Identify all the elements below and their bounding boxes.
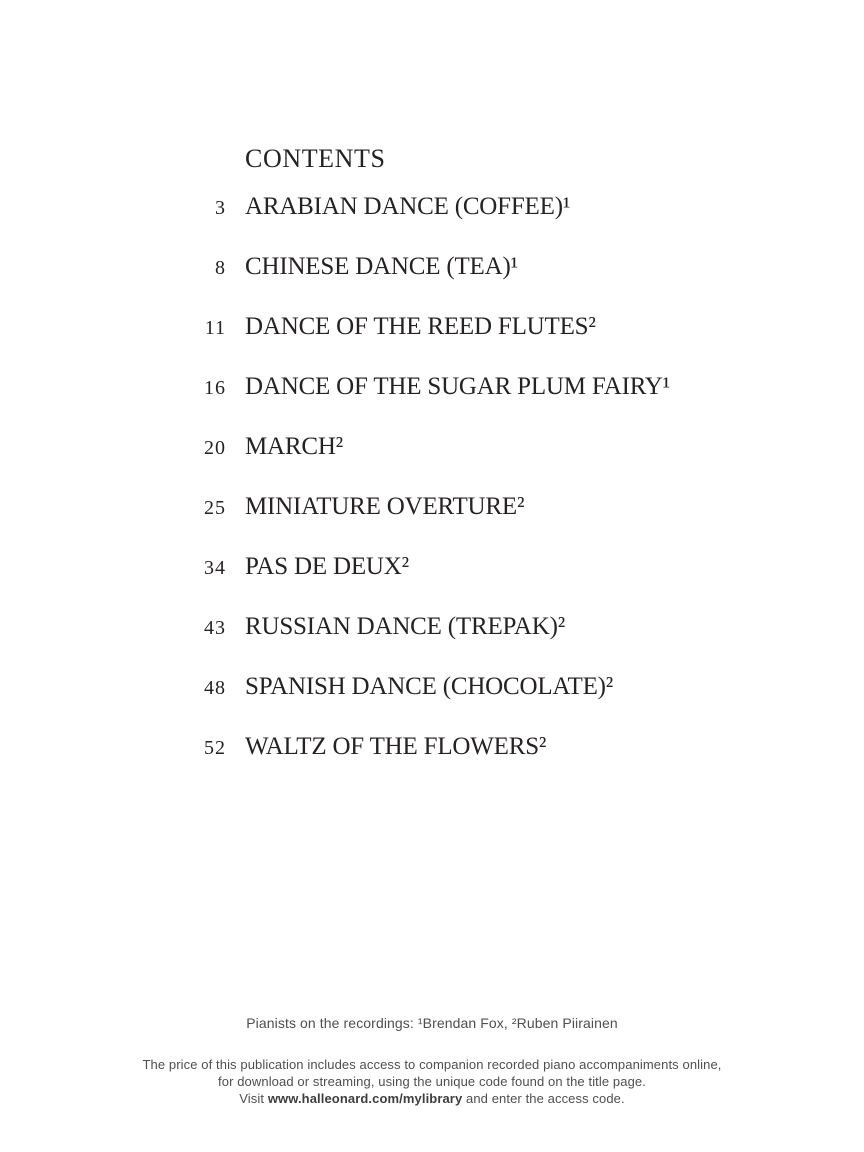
toc-entry-title: RUSSIAN DANCE (TREPAK)²: [245, 613, 566, 640]
toc-entry: [0, 493, 864, 553]
toc-entry-page-number: 43: [204, 617, 226, 639]
toc-entry-title: MARCH²: [245, 433, 343, 460]
toc-entry: [0, 253, 864, 313]
access-info-line2: for download or streaming, using the unique code found on the title page.: [218, 1074, 646, 1089]
toc-entry-title: PAS DE DEUX²: [245, 553, 409, 580]
toc-entry: [0, 313, 864, 373]
toc-entry-page-number: 3: [215, 197, 226, 219]
toc-entry: [0, 733, 864, 793]
toc-entry-title: DANCE OF THE SUGAR PLUM FAIRY¹: [245, 373, 670, 400]
toc-entry-page-number: 20: [204, 437, 226, 459]
toc-entry-title: DANCE OF THE REED FLUTES²: [245, 313, 596, 340]
toc-entry-page-number: 25: [204, 497, 226, 519]
toc-entry: [0, 433, 864, 493]
toc-entry-page-number: 8: [215, 257, 226, 279]
access-line-prefix: Visit: [239, 1091, 268, 1106]
toc-entry-page-number: 34: [204, 557, 226, 579]
toc-entry-title: SPANISH DANCE (CHOCOLATE)²: [245, 673, 614, 700]
toc-entry: [0, 553, 864, 613]
toc-entry: [0, 673, 864, 733]
toc-entry-title: WALTZ OF THE FLOWERS²: [245, 733, 547, 760]
access-info-line3: [0, 1090, 864, 1107]
toc-entry: [0, 613, 864, 673]
toc-entry: [0, 373, 864, 433]
toc-list: [0, 193, 864, 793]
toc-entry-page-number: 16: [204, 377, 226, 399]
toc-entry: [0, 193, 864, 253]
contents-heading: CONTENTS: [245, 144, 386, 173]
mylibrary-url: www.halleonard.com/mylibrary: [267, 1091, 463, 1106]
toc-entry-title: ARABIAN DANCE (COFFEE)¹: [245, 193, 571, 220]
access-line-suffix: and enter the access code.: [462, 1091, 625, 1106]
toc-entry-title: CHINESE DANCE (TEA)¹: [245, 253, 518, 280]
access-info-note: [0, 1056, 864, 1107]
table-of-contents: [0, 146, 864, 793]
pianists-credit-note: Pianists on the recordings: ¹Brendan Fox, ²Ruben Piirainen: [246, 1015, 618, 1031]
access-info-line1: The price of this publication includes access to companion recorded piano accompaniments online,: [142, 1057, 722, 1072]
toc-entry-page-number: 11: [204, 317, 226, 339]
toc-entry-page-number: 48: [204, 677, 226, 699]
toc-entry-page-number: 52: [204, 737, 226, 759]
toc-entry-title: MINIATURE OVERTURE²: [245, 493, 525, 520]
